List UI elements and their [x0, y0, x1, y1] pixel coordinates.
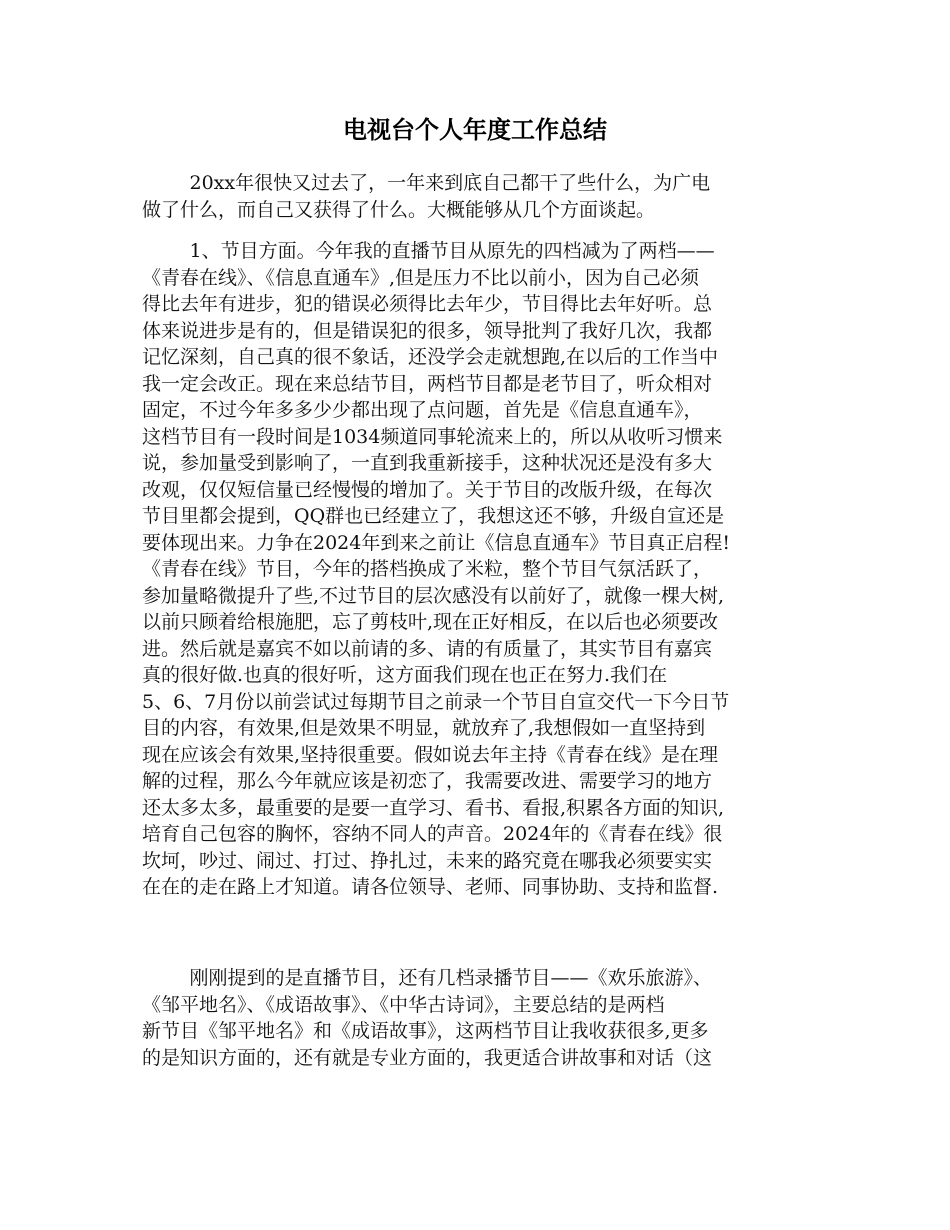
text-line: 的是知识方面的，还有就是专业方面的，我更适合讲故事和对话（这: [142, 1046, 713, 1069]
text-line: 刚刚提到的是直播节目，还有几档录播节目——《欢乐旅游》、: [142, 967, 713, 989]
text-line: 目的内容，有效果,但是效果不明显，就放弃了,我想假如一直坚持到: [142, 717, 706, 739]
text-line: 体来说进步是有的，但是错误犯的很多，领导批判了我好几次，我都: [142, 319, 713, 342]
paragraph-recorded-programs: [142, 965, 810, 1071]
text-line: 参加量略微提升了些,不过节目的层次感没有以前好了，就像一棵大树,: [142, 584, 725, 607]
paragraph-programs: [142, 238, 810, 901]
text-line: 真的很好做.也真的很好听，这方面我们现在也正在努力.我们在: [142, 664, 668, 686]
text-line: 节目里都会提到，QQ群也已经建立了，我想这还不够，升级自宣还是: [142, 505, 725, 527]
text-line: 还太多太多，最重要的是要一直学习、看书、看报,积累各方面的知识,: [142, 796, 725, 819]
text-line: 做了什么，而自己又获得了什么。大概能够从几个方面谈起。: [142, 198, 656, 221]
text-line: 说，参加量受到影响了，一直到我重新接手，这种状况还是没有多大: [142, 452, 713, 474]
document-title: 电视台个人年度工作总结: [343, 116, 607, 144]
text-line: 《邹平地名》、《成语故事》、《中华古诗词》，主要总结的是两档: [142, 993, 665, 1016]
text-line: 培育自己包容的胸怀，容纳不同人的声音。2024年的《青春在线》很: [142, 823, 723, 845]
text-line: 解的过程，那么今年就应该是初恋了，我需要改进、需要学习的地方: [142, 770, 713, 792]
text-line: 这档节目有一段时间是1034频道同事轮流来上的，所以从收听习惯来: [142, 425, 723, 448]
text-line: 进。然后就是嘉宾不如以前请的多、请的有质量了，其实节目有嘉宾: [142, 637, 713, 660]
text-line: 5、6、7月份以前尝试过每期节目之前录一个节目自宣交代一下今日节: [142, 690, 730, 713]
text-line: 《青春在线》、《信息直通车》,但是压力不比以前小，因为自己必须: [142, 266, 700, 289]
text-line: 现在应该会有效果,坚持很重要。假如说去年主持《青春在线》是在理: [142, 743, 719, 766]
text-line: 1、节目方面。今年我的直播节目从原先的四档减为了两档——: [142, 240, 715, 262]
text-line: 我一定会改正。现在来总结节目，两档节目都是老节目了，听众相对: [142, 372, 713, 395]
text-line: 《青春在线》节目，今年的搭档换成了米粒，整个节目气氛活跃了，: [142, 558, 713, 580]
paragraph-intro: [142, 170, 810, 223]
text-line: 在在的走在路上才知道。请各位领导、老师、同事协助、支持和监督.: [142, 876, 719, 898]
text-line: 得比去年有进步，犯的错误必须得比去年少，节目得比去年好听。总: [142, 293, 713, 315]
text-line: 固定，不过今年多多少少都出现了点问题，首先是《信息直通车》，: [142, 399, 703, 421]
text-line: 改观，仅仅短信量已经慢慢的增加了。关于节目的改版升级，在每次: [142, 478, 713, 501]
text-line: 坎坷，吵过、闹过、打过、挣扎过，未来的路究竟在哪我必须要实实: [142, 849, 713, 872]
text-line: 记忆深刻，自己真的很不象话，还没学会走就想跑,在以后的工作当中: [142, 346, 719, 368]
text-line: 要体现出来。力争在2024年到来之前让《信息直通车》节目真正启程!: [142, 531, 730, 554]
text-line: 新节目《邹平地名》和《成语故事》，这两档节目让我收获很多,更多: [142, 1020, 709, 1042]
text-line: 以前只顾着给根施肥，忘了剪枝叶,现在正好相反，在以后也必须要改: [142, 611, 719, 633]
text-line: 20xx年很快又过去了，一年来到底自己都干了些什么，为广电: [142, 172, 711, 194]
